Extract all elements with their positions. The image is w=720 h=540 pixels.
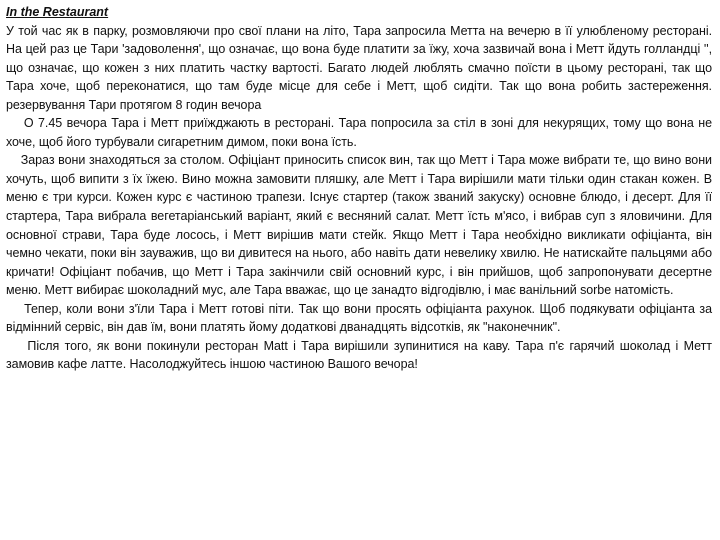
paragraph-1: У той час як в парку, розмовляючи про свої плани на літо, Тара запросила Метта на вечерю в її улюбленому ресторані. На цей раз це Тари 'задоволення', що означає, що вона буде платити за їжу, хоча зазвичай вона і Метт йдуть голландці '', що означає, що кожен з них платить частку вартості. Багато людей люблять смачно поїсти в цьому ресторані, так що Тара хоче, щоб переконатися, що там буде місце для себе і Метт, щоб сидіти. Так що вона робить застереження. резервування Тари протягом 8 годин вечора xyxy=(6,23,716,112)
paragraph-4: Тепер, коли вони з'їли Тара і Метт готові піти. Так що вони просять офіціанта рахунок. Щоб подякувати офіціанта за відмінний сервіс, він дав їм, вони платять йому додаткові дванадцять відсотків, як "наконечник". xyxy=(6,301,716,335)
paragraph-5: Після того, як вони покинули ресторан Matt і Тара вирішили зупинитися на каву. Тара п'є гарячий шоколад і Метт замовив кафе латте. Насолоджуйтесь іншою частиною Вашого вечора! xyxy=(6,338,716,372)
paragraph-3: Зараз вони знаходяться за столом. Офіціант приносить список вин, так що Метт і Тара може вибрати те, що вино вони хочуть, щоб випити з їх їжею. Вино можна замовити пляшку, але Метт і Тара вирішили мати тільки один стакан кожен. В меню є три курси. Кожен курс є частиною трапези. Існує стартер (також званий закуску) основне блюдо, і десерт. Для її стартера, Тара вибрала вегетаріанський варіант, який є весняний салат. Метт їсть м'ясо, і вибрав суп з яловичини. Для основної страви, Тара буде лосось, і Метт вирішив мати стейк. Якщо Метт і Тара необхідно викликати офіціанта, він чемно чекати, поки він зауважив, що ви дивитеся на нього, або навіть дати невелику хвилю. Не натискайте пальцями або кричати! Офіціант побачив, що Метт і Тара закінчили свій основний курс, і він прийшов, щоб запропонувати десертне меню. Метт вибирає шоколадний мус, але Тара вважає, що це занадто відгодівлю, і має ванільний sorbe натомість. xyxy=(6,153,716,298)
paragraph-2: О 7.45 вечора Тара і Метт приїжджають в ресторані. Тара попросила за стіл в зоні для некурящих, тому що вона не хоче, щоб його турбували сигаретним димом, поки вона їсть. xyxy=(6,116,716,149)
document-title: In the Restaurant xyxy=(6,5,109,19)
